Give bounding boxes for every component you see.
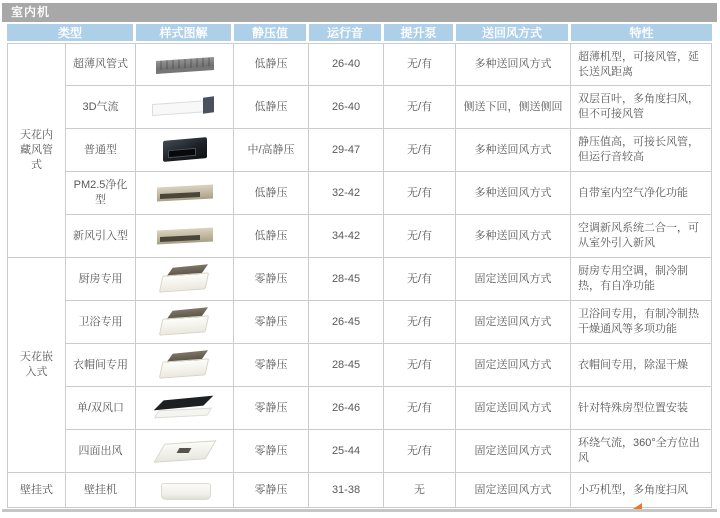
features-cell: 自带室内空气净化功能 — [571, 172, 712, 215]
features-cell: 针对特殊房型位置安装 — [571, 387, 712, 430]
pump-cell: 无/有 — [384, 344, 456, 387]
product-image — [143, 135, 227, 165]
static-pressure-cell: 零静压 — [234, 473, 309, 508]
indoor-unit-spec-table — [7, 24, 712, 508]
noise-cell: 32-42 — [309, 172, 384, 215]
subtype-cell: 衣帽间专用 — [66, 344, 136, 387]
orange-corner-mark — [633, 503, 642, 509]
airflow-cell: 固定送回风方式 — [456, 301, 571, 344]
airflow-cell: 固定送回风方式 — [456, 430, 571, 473]
image-cell — [136, 43, 234, 86]
bottom-divider-bar — [2, 509, 717, 512]
static-pressure-cell: 低静压 — [234, 86, 309, 129]
subtype-cell: 超薄风管式 — [66, 43, 136, 86]
noise-cell: 26-45 — [309, 301, 384, 344]
product-image — [143, 221, 227, 251]
static-pressure-cell: 零静压 — [234, 430, 309, 473]
static-pressure-cell: 零静压 — [234, 344, 309, 387]
group-cell-wall-mounted: 壁挂式 — [7, 473, 66, 508]
pump-cell: 无/有 — [384, 172, 456, 215]
airflow-cell: 固定送回风方式 — [456, 258, 571, 301]
image-cell — [136, 215, 234, 258]
image-cell — [136, 129, 234, 172]
table-row — [7, 43, 712, 86]
pump-cell: 无/有 — [384, 258, 456, 301]
airflow-cell: 固定送回风方式 — [456, 473, 571, 508]
table-row — [7, 473, 712, 508]
airflow-cell: 多种送回风方式 — [456, 43, 571, 86]
noise-cell: 31-38 — [309, 473, 384, 508]
group-cell-concealed-duct: 天花内藏风管式 — [7, 43, 66, 258]
product-image — [143, 436, 227, 466]
features-cell: 双层百叶，多角度扫风，但不可接风管 — [571, 86, 712, 129]
static-pressure-cell: 中/高静压 — [234, 129, 309, 172]
noise-cell: 26-40 — [309, 43, 384, 86]
subtype-cell: 新风引入型 — [66, 215, 136, 258]
subtype-cell: 普通型 — [66, 129, 136, 172]
features-cell: 静压值高，可接长风管，但运行音较高 — [571, 129, 712, 172]
static-pressure-cell: 低静压 — [234, 215, 309, 258]
table-row — [7, 258, 712, 301]
noise-cell: 34-42 — [309, 215, 384, 258]
features-cell: 小巧机型，多角度扫风 — [571, 473, 712, 508]
group-cell-cassette: 天花嵌入式 — [7, 258, 66, 473]
subtype-cell: 单/双风口 — [66, 387, 136, 430]
static-pressure-cell: 低静压 — [234, 43, 309, 86]
airflow-cell: 多种送回风方式 — [456, 129, 571, 172]
table-row — [7, 430, 712, 473]
image-cell — [136, 473, 234, 508]
airflow-cell: 固定送回风方式 — [456, 344, 571, 387]
col-header-features: 特性 — [571, 24, 712, 43]
image-cell — [136, 172, 234, 215]
table-row — [7, 172, 712, 215]
product-image — [143, 178, 227, 208]
features-cell: 空调新风系统二合一，可从室外引入新风 — [571, 215, 712, 258]
product-image — [143, 393, 227, 423]
product-image — [143, 264, 227, 294]
col-header-airflow: 送回风方式 — [456, 24, 571, 43]
product-image — [143, 307, 227, 337]
pump-cell: 无 — [384, 473, 456, 508]
features-cell: 厨房专用空调，制冷制热，有自净功能 — [571, 258, 712, 301]
image-cell — [136, 430, 234, 473]
image-cell — [136, 344, 234, 387]
header-row — [7, 24, 712, 43]
noise-cell: 29-47 — [309, 129, 384, 172]
subtype-cell: PM2.5净化型 — [66, 172, 136, 215]
pump-cell: 无/有 — [384, 215, 456, 258]
table-row — [7, 387, 712, 430]
table-row — [7, 86, 712, 129]
features-cell: 卫浴间专用，有制冷制热干燥通风等多项功能 — [571, 301, 712, 344]
pump-cell: 无/有 — [384, 387, 456, 430]
airflow-cell: 固定送回风方式 — [456, 387, 571, 430]
page-title: 室内机 — [2, 3, 717, 22]
image-cell — [136, 301, 234, 344]
pump-cell: 无/有 — [384, 86, 456, 129]
table-row — [7, 129, 712, 172]
noise-cell: 25-44 — [309, 430, 384, 473]
subtype-cell: 卫浴专用 — [66, 301, 136, 344]
subtype-cell: 3D气流 — [66, 86, 136, 129]
subtype-cell: 厨房专用 — [66, 258, 136, 301]
product-image — [143, 92, 227, 122]
pump-cell: 无/有 — [384, 301, 456, 344]
col-header-image: 样式图解 — [136, 24, 234, 43]
table-row — [7, 301, 712, 344]
col-header-noise: 运行音 — [309, 24, 384, 43]
subtype-cell: 四面出风 — [66, 430, 136, 473]
pump-cell: 无/有 — [384, 43, 456, 86]
static-pressure-cell: 零静压 — [234, 387, 309, 430]
image-cell — [136, 258, 234, 301]
col-header-pump: 提升泵 — [384, 24, 456, 43]
pump-cell: 无/有 — [384, 129, 456, 172]
subtype-cell: 壁挂机 — [66, 473, 136, 508]
noise-cell: 26-40 — [309, 86, 384, 129]
noise-cell: 28-45 — [309, 258, 384, 301]
table-row — [7, 215, 712, 258]
static-pressure-cell: 零静压 — [234, 301, 309, 344]
pump-cell: 无/有 — [384, 430, 456, 473]
image-cell — [136, 86, 234, 129]
static-pressure-cell: 零静压 — [234, 258, 309, 301]
airflow-cell: 多种送回风方式 — [456, 215, 571, 258]
features-cell: 衣帽间专用，除湿干燥 — [571, 344, 712, 387]
static-pressure-cell: 低静压 — [234, 172, 309, 215]
noise-cell: 28-45 — [309, 344, 384, 387]
noise-cell: 26-46 — [309, 387, 384, 430]
product-image — [143, 50, 227, 80]
product-image — [143, 475, 227, 505]
features-cell: 环绕气流，360°全方位出风 — [571, 430, 712, 473]
features-cell: 超薄机型，可接风管，延长送风距离 — [571, 43, 712, 86]
airflow-cell: 侧送下回，侧送侧回 — [456, 86, 571, 129]
col-header-type: 类型 — [7, 24, 136, 43]
image-cell — [136, 387, 234, 430]
product-image — [143, 350, 227, 380]
table-row — [7, 344, 712, 387]
airflow-cell: 多种送回风方式 — [456, 172, 571, 215]
col-header-static-pressure: 静压值 — [234, 24, 309, 43]
